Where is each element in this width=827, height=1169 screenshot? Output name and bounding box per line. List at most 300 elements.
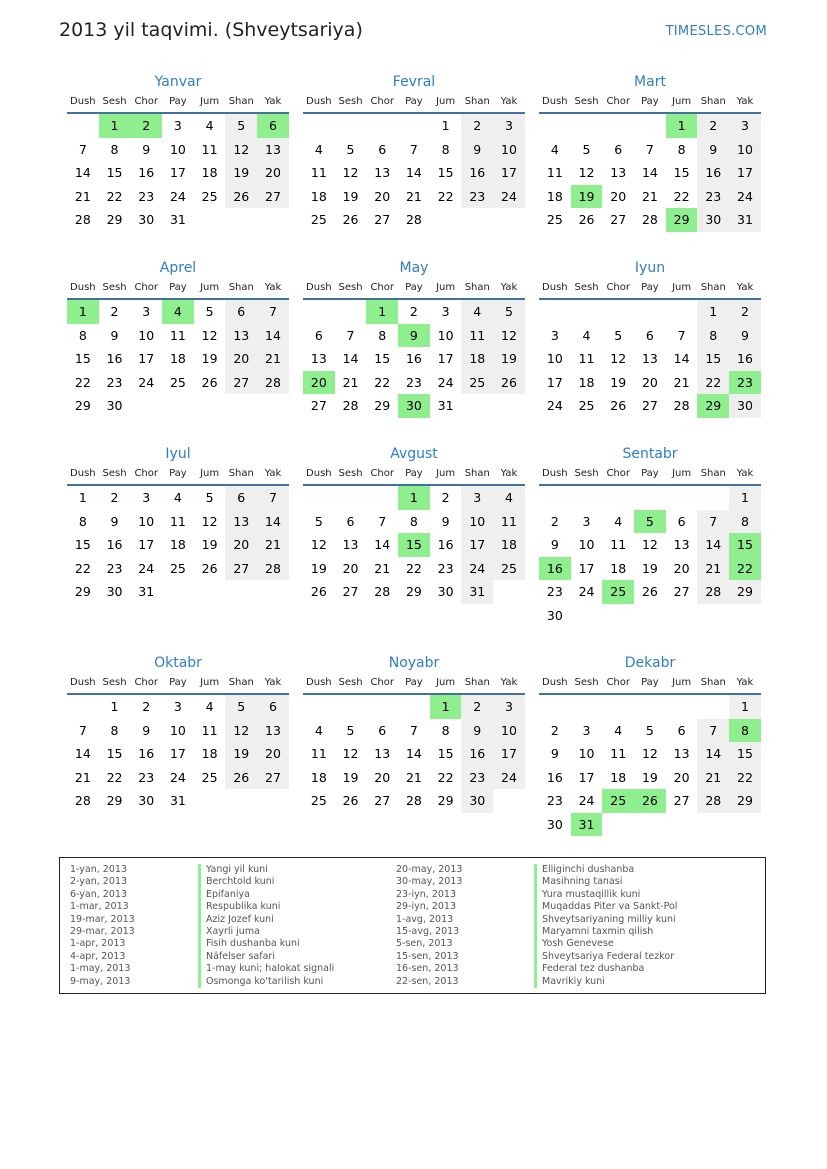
day-cell: 25 — [602, 789, 634, 813]
day-cell: 24 — [578, 793, 595, 808]
day-cell: 20 — [303, 371, 335, 395]
day-cell: 21 — [641, 188, 658, 204]
empty-cell — [366, 695, 398, 719]
day-cell: 27 — [641, 398, 658, 413]
empty-cell — [194, 789, 226, 813]
day-cell: 5 — [634, 510, 666, 534]
month-name: Avgust — [390, 446, 438, 462]
weekday-label: Chor — [606, 96, 630, 107]
day-cell: 23 — [106, 560, 123, 576]
weekday-label: Sesh — [102, 282, 127, 293]
day-cell: 18 — [578, 374, 595, 390]
day-cell: 24 — [169, 769, 186, 785]
empty-cell — [398, 114, 430, 138]
day-cell: 6 — [677, 722, 686, 738]
day-cell: 14 — [697, 533, 729, 557]
day-cell: 25 — [201, 188, 218, 204]
day-cell: 21 — [342, 374, 359, 390]
week-row — [539, 394, 761, 418]
day-cell: 28 — [405, 793, 422, 808]
day-cell: 9 — [110, 327, 119, 343]
day-cell: 7 — [697, 719, 729, 743]
day-cell: 27 — [374, 793, 391, 808]
day-cell: 1 — [697, 300, 729, 324]
holiday-name: Berchtold kuni — [198, 876, 334, 888]
holiday-date: 6-yan, 2013 — [70, 888, 127, 900]
month-name: Iyun — [634, 260, 666, 276]
day-cell: 19 — [641, 560, 658, 576]
day-cell: 6 — [346, 513, 355, 529]
month-name: Sentabr — [622, 446, 678, 462]
day-cell: 31 — [729, 208, 761, 232]
day-cell: 1 — [430, 695, 462, 719]
holiday-name: Yangi yil kuni — [198, 864, 334, 876]
week-row — [67, 695, 289, 719]
empty-cell — [571, 114, 603, 138]
holiday-date: 22-sen, 2013 — [396, 975, 459, 987]
day-cell: 26 — [201, 560, 218, 576]
day-cell: 19 — [225, 742, 257, 766]
day-cell: 31 — [169, 793, 186, 808]
empty-cell — [225, 208, 257, 232]
week-row — [303, 300, 525, 324]
day-cell: 3 — [582, 513, 591, 529]
month-fevral — [303, 72, 525, 232]
empty-cell — [366, 486, 398, 510]
legend-right-dates — [396, 864, 462, 988]
weekday-header — [539, 278, 761, 300]
day-cell: 17 — [578, 560, 595, 576]
day-cell: 8 — [729, 510, 761, 534]
week-row — [67, 185, 289, 209]
day-cell: 26 — [578, 212, 595, 227]
day-cell: 5 — [314, 513, 323, 529]
day-cell: 9 — [398, 324, 430, 348]
week-row — [539, 789, 761, 813]
day-cell: 10 — [138, 513, 155, 529]
week-row — [539, 161, 761, 185]
day-cell: 10 — [578, 537, 595, 552]
day-cell: 27 — [342, 584, 359, 599]
day-cell: 27 — [374, 212, 391, 227]
day-cell: 15 — [437, 746, 454, 761]
day-cell: 22 — [437, 769, 454, 785]
day-cell: 30 — [697, 208, 729, 232]
day-cell: 6 — [677, 513, 686, 529]
empty-cell — [634, 695, 666, 719]
day-cell: 26 — [610, 398, 627, 413]
weekday-label: Yak — [736, 96, 754, 107]
day-cell: 31 — [437, 398, 454, 413]
empty-cell — [634, 114, 666, 138]
day-cell: 15 — [374, 351, 391, 366]
day-cell: 29 — [74, 584, 91, 599]
weekday-header — [67, 278, 289, 300]
day-cell: 8 — [677, 141, 686, 157]
week-row — [67, 486, 289, 510]
weekday-label: Jum — [436, 677, 456, 688]
day-cell: 9 — [550, 537, 559, 552]
day-cell: 24 — [169, 188, 186, 204]
empty-cell — [225, 789, 257, 813]
day-cell: 20 — [257, 742, 289, 766]
weekday-label: Sesh — [574, 677, 599, 688]
day-cell: 11 — [310, 165, 327, 180]
day-cell: 3 — [493, 695, 525, 719]
empty-cell — [225, 394, 257, 418]
day-cell: 16 — [546, 769, 563, 785]
day-cell: 20 — [225, 533, 257, 557]
day-cell: 6 — [378, 141, 387, 157]
day-cell: 12 — [610, 351, 627, 366]
day-cell: 23 — [546, 584, 563, 599]
month-iyun — [539, 258, 761, 418]
day-cell: 19 — [342, 769, 359, 785]
day-cell: 14 — [257, 510, 289, 534]
day-cell: 7 — [257, 300, 289, 324]
holiday-name: Näfelser safari — [198, 951, 334, 963]
week-row — [67, 719, 289, 743]
site-link[interactable]: TIMESLES.COM — [665, 24, 767, 39]
day-cell: 29 — [106, 212, 123, 227]
week-row — [67, 580, 289, 604]
weekday-label: Dush — [70, 96, 96, 107]
day-cell: 1 — [67, 300, 99, 324]
day-cell: 27 — [257, 185, 289, 209]
week-row — [303, 114, 525, 138]
day-cell: 18 — [169, 537, 186, 552]
day-cell: 11 — [610, 537, 627, 552]
day-cell: 2 — [110, 304, 119, 319]
day-cell: 19 — [493, 347, 525, 371]
day-cell: 27 — [225, 371, 257, 395]
weekday-label: Jum — [672, 282, 692, 293]
day-cell: 16 — [106, 537, 123, 552]
day-cell: 29 — [729, 789, 761, 813]
weekday-label: Pay — [641, 282, 659, 293]
week-row — [539, 766, 761, 790]
day-cell: 22 — [74, 560, 91, 576]
holiday-date: 20-may, 2013 — [396, 864, 463, 875]
day-cell: 19 — [641, 769, 658, 785]
holiday-name: Shveytsariyaning milliy kuni — [534, 914, 677, 926]
day-cell: 21 — [257, 533, 289, 557]
day-cell: 4 — [314, 722, 323, 738]
day-cell: 10 — [437, 327, 454, 343]
empty-cell — [729, 813, 761, 837]
day-cell: 17 — [578, 769, 595, 785]
holiday-date: 5-sen, 2013 — [396, 938, 453, 950]
day-cell: 20 — [610, 188, 627, 204]
day-cell: 28 — [697, 789, 729, 813]
day-cell: 30 — [138, 793, 155, 808]
day-cell: 9 — [461, 719, 493, 743]
day-cell: 27 — [673, 584, 690, 599]
holiday-name: Muqaddas Piter va Sankt-Pol — [534, 901, 677, 913]
empty-cell — [303, 114, 335, 138]
month-name: Aprel — [159, 260, 197, 276]
weekday-label: Sesh — [574, 282, 599, 293]
day-cell: 29 — [697, 394, 729, 418]
day-cell: 18 — [461, 347, 493, 371]
weekday-header — [67, 92, 289, 114]
day-cell: 7 — [346, 327, 355, 343]
weekday-label: Chor — [134, 677, 158, 688]
day-cell: 22 — [673, 188, 690, 204]
week-row — [67, 161, 289, 185]
day-cell: 6 — [257, 114, 289, 138]
weekday-label: Jum — [672, 96, 692, 107]
holiday-date: 1-may, 2013 — [70, 963, 131, 975]
day-cell: 3 — [461, 486, 493, 510]
day-cell: 15 — [729, 533, 761, 557]
weekday-label: Yak — [500, 468, 518, 479]
day-cell: 7 — [697, 510, 729, 534]
day-cell: 12 — [493, 324, 525, 348]
empty-cell — [729, 604, 761, 628]
empty-cell — [634, 604, 666, 628]
empty-cell — [634, 813, 666, 837]
day-cell: 17 — [138, 351, 155, 366]
weekday-header — [539, 673, 761, 695]
month-oktabr — [67, 653, 289, 813]
day-cell: 5 — [614, 327, 623, 343]
holiday-name: Elliginchi dushanba — [534, 864, 677, 876]
day-cell: 7 — [378, 513, 387, 529]
day-cell: 28 — [74, 793, 91, 808]
empty-cell — [539, 486, 571, 510]
month-name: Oktabr — [154, 655, 202, 671]
day-cell: 5 — [582, 141, 591, 157]
day-cell: 8 — [441, 722, 450, 738]
week-row — [303, 347, 525, 371]
day-cell: 4 — [162, 300, 194, 324]
month-name: Noyabr — [388, 655, 440, 671]
empty-cell — [571, 604, 603, 628]
empty-cell — [398, 695, 430, 719]
day-cell: 30 — [138, 212, 155, 227]
holiday-name: Yosh Genevese — [534, 938, 677, 950]
day-cell: 14 — [405, 746, 422, 761]
day-cell: 10 — [461, 510, 493, 534]
week-row — [67, 371, 289, 395]
day-cell: 2 — [550, 722, 559, 738]
day-cell: 28 — [257, 371, 289, 395]
day-cell: 1 — [441, 118, 450, 133]
week-row — [539, 324, 761, 348]
day-cell: 8 — [110, 722, 119, 738]
weekday-label: Jum — [200, 677, 220, 688]
day-cell: 14 — [74, 165, 91, 180]
weekday-label: Yak — [500, 677, 518, 688]
day-cell: 27 — [257, 766, 289, 790]
day-cell: 28 — [257, 557, 289, 581]
day-cell: 24 — [437, 374, 454, 390]
day-cell: 12 — [578, 165, 595, 180]
empty-cell — [493, 580, 525, 604]
week-row — [303, 394, 525, 418]
weekday-label: Dush — [542, 468, 568, 479]
day-cell: 22 — [697, 371, 729, 395]
day-cell: 8 — [78, 513, 87, 529]
day-cell: 22 — [405, 560, 422, 576]
day-cell: 26 — [201, 374, 218, 390]
day-cell: 28 — [342, 398, 359, 413]
day-cell: 13 — [257, 138, 289, 162]
day-cell: 30 — [398, 394, 430, 418]
empty-cell — [303, 300, 335, 324]
week-row — [67, 324, 289, 348]
week-row — [303, 695, 525, 719]
day-cell: 22 — [374, 374, 391, 390]
week-row — [539, 208, 761, 232]
day-cell: 3 — [729, 114, 761, 138]
day-cell: 4 — [614, 513, 623, 529]
holiday-name: Respublika kuni — [198, 901, 334, 913]
day-cell: 1 — [99, 114, 131, 138]
empty-cell — [366, 114, 398, 138]
day-cell: 6 — [645, 327, 654, 343]
day-cell: 11 — [201, 141, 218, 157]
weekday-label: Dush — [70, 677, 96, 688]
holiday-name: Xayrli juma — [198, 926, 334, 938]
day-cell: 4 — [205, 118, 214, 133]
day-cell: 11 — [169, 327, 186, 343]
weekday-label: Chor — [134, 468, 158, 479]
holiday-date: 4-apr, 2013 — [70, 950, 126, 962]
week-row — [67, 533, 289, 557]
weekday-label: Yak — [736, 282, 754, 293]
day-cell: 20 — [641, 374, 658, 390]
month-noyabr — [303, 653, 525, 813]
day-cell: 28 — [405, 212, 422, 227]
empty-cell — [493, 394, 525, 418]
empty-cell — [666, 813, 698, 837]
day-cell: 26 — [342, 793, 359, 808]
day-cell: 5 — [225, 114, 257, 138]
day-cell: 2 — [441, 490, 450, 505]
empty-cell — [257, 208, 289, 232]
day-cell: 21 — [74, 769, 91, 785]
weekday-label: Yak — [264, 282, 282, 293]
weekday-label: Yak — [264, 677, 282, 688]
holiday-name: Federal tez dushanba — [534, 963, 677, 975]
day-cell: 8 — [378, 327, 387, 343]
weekday-label: Chor — [606, 468, 630, 479]
day-cell: 3 — [582, 722, 591, 738]
empty-cell — [697, 695, 729, 719]
day-cell: 20 — [342, 560, 359, 576]
day-cell: 12 — [342, 746, 359, 761]
empty-cell — [67, 114, 99, 138]
holiday-name: Maryamni taxmin qilish — [534, 926, 677, 938]
day-cell: 16 — [437, 537, 454, 552]
week-row — [67, 138, 289, 162]
week-row — [539, 557, 761, 581]
day-cell: 15 — [673, 165, 690, 180]
day-cell: 26 — [225, 766, 257, 790]
holiday-date: 9-may, 2013 — [70, 975, 131, 987]
day-cell: 24 — [461, 557, 493, 581]
month-name: Dekabr — [624, 655, 676, 671]
day-cell: 18 — [201, 746, 218, 761]
month-aprel — [67, 258, 289, 418]
day-cell: 18 — [493, 533, 525, 557]
day-cell: 31 — [138, 584, 155, 599]
day-cell: 29 — [74, 398, 91, 413]
day-cell: 13 — [374, 746, 391, 761]
day-cell: 7 — [409, 722, 418, 738]
day-cell: 14 — [257, 324, 289, 348]
weekday-label: Shan — [228, 677, 254, 688]
day-cell: 7 — [409, 141, 418, 157]
weekday-label: Yak — [736, 677, 754, 688]
day-cell: 2 — [697, 114, 729, 138]
week-row — [539, 347, 761, 371]
week-row — [539, 580, 761, 604]
week-row — [303, 208, 525, 232]
day-cell: 7 — [645, 141, 654, 157]
day-cell: 26 — [310, 584, 327, 599]
day-cell: 20 — [225, 347, 257, 371]
day-cell: 14 — [374, 537, 391, 552]
day-cell: 4 — [173, 490, 182, 505]
empty-cell — [602, 114, 634, 138]
month-mart — [539, 72, 761, 232]
day-cell: 17 — [493, 742, 525, 766]
weekday-label: Sesh — [574, 468, 599, 479]
weekday-label: Dush — [542, 677, 568, 688]
weekday-label: Shan — [700, 96, 726, 107]
day-cell: 22 — [74, 374, 91, 390]
day-cell: 30 — [437, 584, 454, 599]
weekday-label: Pay — [405, 96, 423, 107]
weekday-label: Chor — [606, 677, 630, 688]
day-cell: 8 — [78, 327, 87, 343]
day-cell: 13 — [641, 351, 658, 366]
holiday-date: 1-yan, 2013 — [70, 864, 127, 875]
day-cell: 10 — [493, 719, 525, 743]
day-cell: 6 — [225, 486, 257, 510]
day-cell: 13 — [610, 165, 627, 180]
day-cell: 8 — [697, 324, 729, 348]
holiday-date: 15-avg, 2013 — [396, 925, 460, 937]
day-cell: 22 — [106, 769, 123, 785]
weekday-label: Shan — [228, 96, 254, 107]
week-row — [67, 557, 289, 581]
weekday-label: Jum — [436, 282, 456, 293]
week-row — [539, 371, 761, 395]
day-cell: 6 — [225, 300, 257, 324]
day-cell: 12 — [641, 537, 658, 552]
holiday-date: 1-apr, 2013 — [70, 938, 126, 950]
week-row — [303, 486, 525, 510]
day-cell: 11 — [201, 722, 218, 738]
empty-cell — [539, 300, 571, 324]
day-cell: 9 — [729, 324, 761, 348]
month-sentabr — [539, 444, 761, 627]
day-cell: 5 — [645, 722, 654, 738]
day-cell: 24 — [546, 398, 563, 413]
weekday-label: Shan — [700, 677, 726, 688]
weekday-label: Jum — [436, 96, 456, 107]
weekday-label: Dush — [70, 468, 96, 479]
weekday-label: Dush — [70, 282, 96, 293]
day-cell: 18 — [610, 560, 627, 576]
day-cell: 13 — [257, 719, 289, 743]
day-cell: 2 — [461, 114, 493, 138]
weekday-label: Jum — [200, 282, 220, 293]
